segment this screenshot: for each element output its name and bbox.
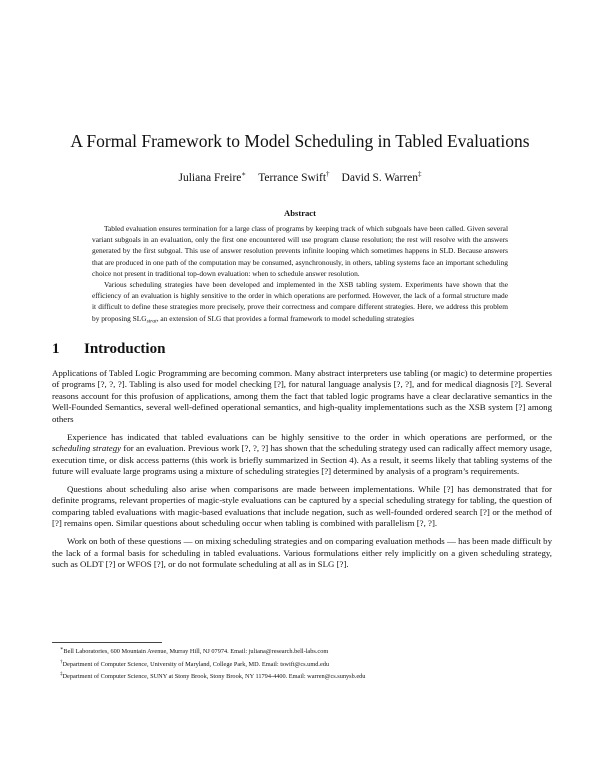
section-title: Introduction (84, 341, 166, 357)
abstract-paragraph: Tabled evaluation ensures termination for a large class of programs by keeping track of which subgoals have been called. Given several variant subgoals in an evaluation, only the first one encountered will use program clause resolution; the rest will resolve with the answers generated by the first subgoal. This use of answer resolution prevents infinite looping which sometimes happens in SLD. Because answers that are produced in one path of the computation may be consumed, asynchronously, in others, tabling systems face an important scheduling choice not present in traditional top-down evaluation: when to schedule answer resolution. (92, 224, 508, 278)
slg-subscript: strat (146, 318, 157, 325)
footnote: ∗Bell Laboratories, 600 Mountain Avenue, Murray Hill, NJ 07974. Email: juliana@research.bell-labs.com (60, 647, 329, 656)
paper-title: A Formal Framework to Model Scheduling in Tabled Evaluations (70, 131, 530, 151)
footnote-divider (52, 642, 162, 643)
abstract (92, 223, 508, 327)
abstract-heading: Abstract (284, 208, 316, 218)
author-name: Terrance Swift (258, 171, 327, 184)
body-paragraph: Experience has indicated that tabled evaluations can be highly sensitive to the order in which operations are performed, or the scheduling strategy for an evaluation. Previous work [?, ?, ?] has shown that the scheduling strategy used can radically affect memory usage, execution time, or disk access patterns (this work is briefly summarized in Section 4). As a result, it seems likely that tabling systems of the future will evaluate large programs using a mixture of scheduling strategies [?] determined by analysis of a program’s requirements. (52, 431, 552, 477)
footnotes (52, 645, 552, 683)
emphasized-term: scheduling strategy (52, 443, 122, 454)
footnote: †Department of Computer Science, University of Maryland, College Park, MD. Email: tswift@cs.umd.edu (60, 659, 330, 668)
abstract-paragraph: Various scheduling strategies have been developed and implemented in the XSB tabling system. Experiments have shown that the efficiency of an evaluation is highly sensitive to the order in which operations are performed. However, the lack of a formal structure made it difficult to define these strategies more precisely, prove their correctness and compare different strategies. Here, we address this problem by proposing $SLG_{strat}$, an extension of SLG that provides a formal framework to model scheduling strategies (92, 280, 508, 325)
body-paragraph: Work on both of these questions — on mixing scheduling strategies and on comparing evaluation methods — has been made difficult by the lack of a formal basis for scheduling in tabled evaluations. Various formulations either rely implicitly on a given scheduling strategy, such as OLDT [?] or WFOS [?], or do not formulate scheduling at all as in SLG [?]. (52, 536, 552, 569)
section-body (52, 368, 552, 577)
author-list (0, 167, 600, 185)
author-name: Juliana Freire (178, 171, 242, 184)
section-heading (52, 341, 165, 358)
author-name: David S. Warren (341, 171, 418, 184)
body-paragraph: Applications of Tabled Logic Programming are becoming common. Many abstract interpreters use tabling (or magic) to determine properties of programs [?, ?, ?]. Tabling is also used for model checking [?], for natural language analysis [?, ?], and for medical diagnosis [?]. Several reasons account for this profusion of applications, among them the fact that tabled logic programs have a clear declarative semantics in the Well-Founded Semantics, several well-defined operational semantics, and high-quality implementations such as the XSB system [?] among others (52, 368, 552, 424)
footnote: ‡Department of Computer Science, SUNY at Stony Brook, Stony Brook, NY 11794-4400. Email: warren@cs.sunysb.edu (60, 672, 366, 681)
body-paragraph: Questions about scheduling also arise when comparisons are made between implementations. While [?] has demonstrated that for definite programs, relevant properties of magic-style evaluations can be captured by a special scheduling strategy for tabling, the question of comparing tabled evaluations with magic-based evaluations that include negation, such as well-founded ordered search [?] or the method of [?] remains open. Similar questions about scheduling occur when tabling is combined with parallelism [?, ?]. (52, 483, 552, 529)
author-footnote-mark: ‡ (418, 170, 422, 178)
author-footnote-mark: † (326, 170, 330, 178)
section-number: 1 (52, 341, 60, 357)
author-footnote-mark: ∗ (241, 170, 247, 178)
